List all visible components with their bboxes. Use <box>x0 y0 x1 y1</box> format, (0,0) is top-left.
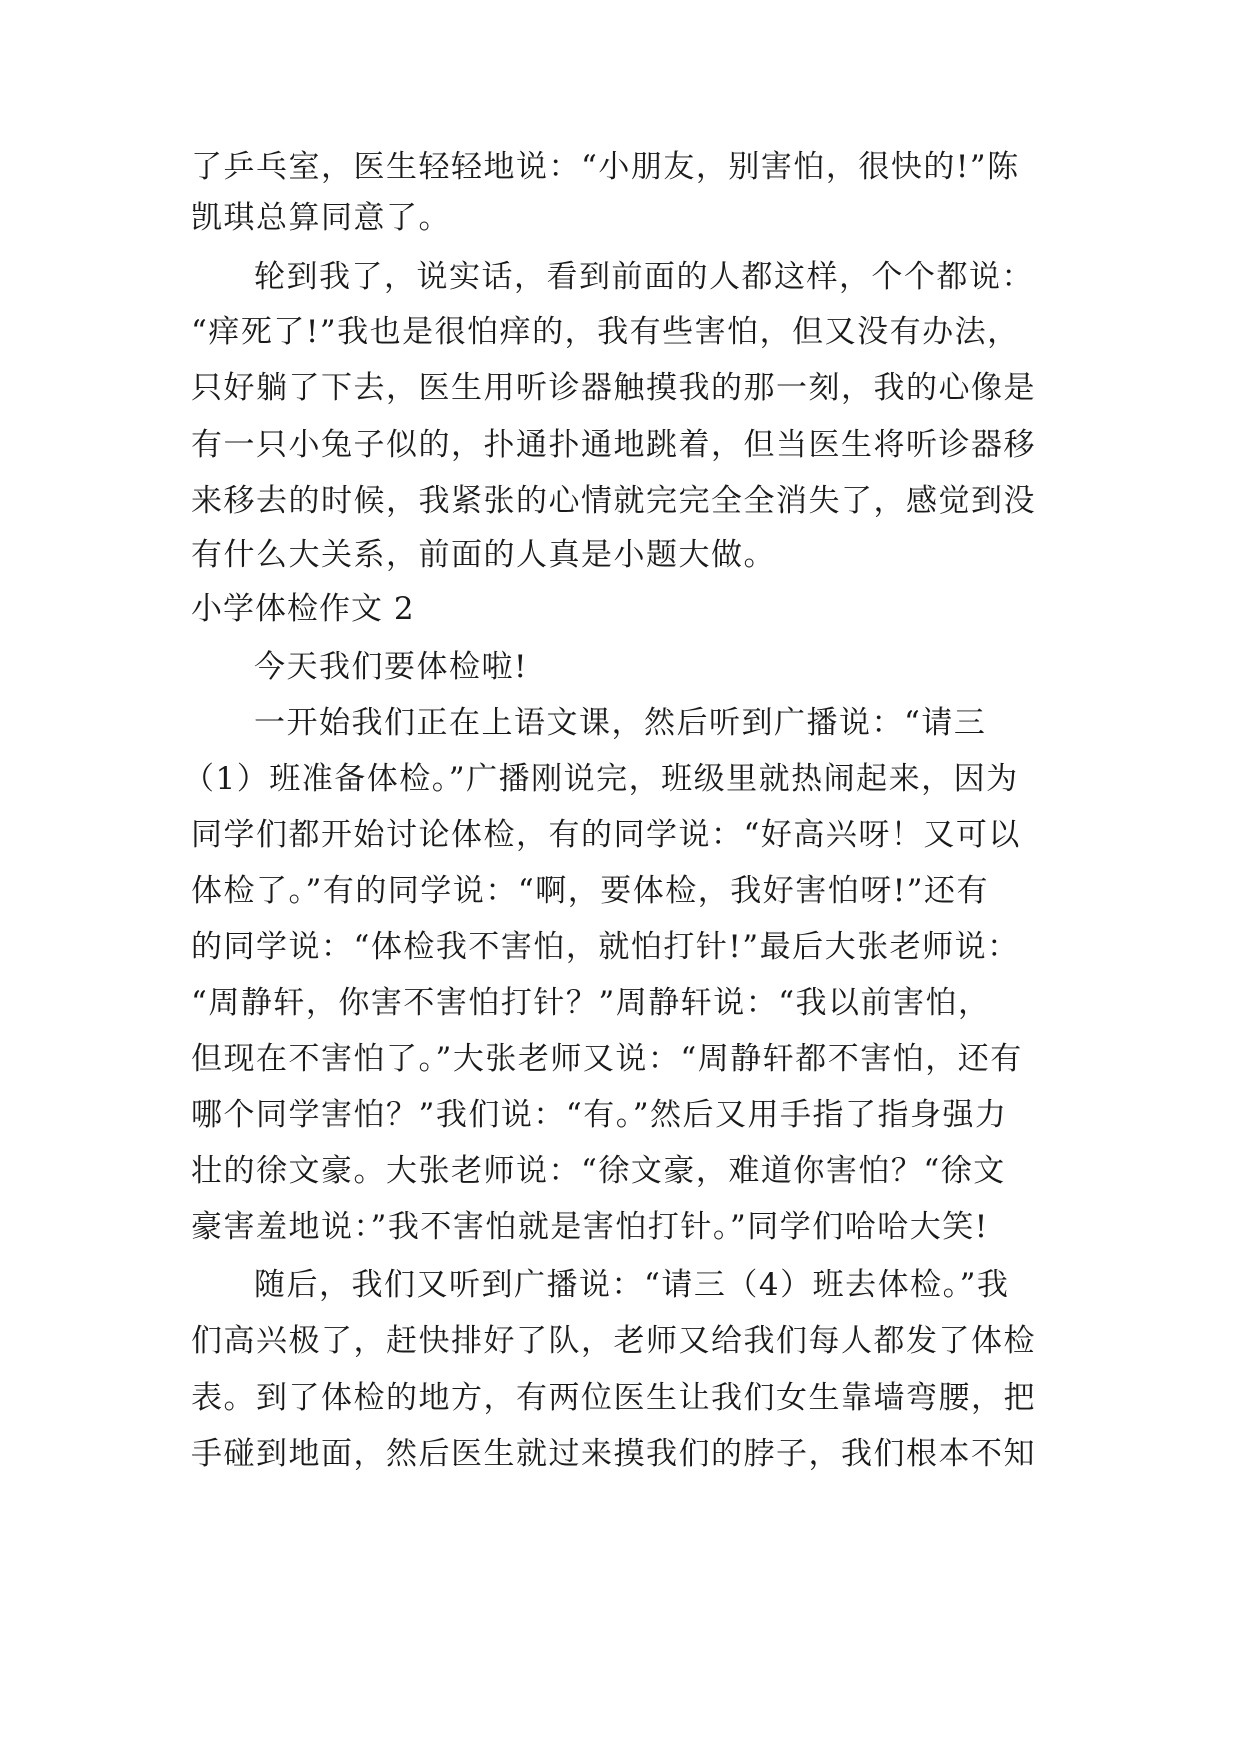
text-line: 今天我们要体检啦! <box>254 649 528 685</box>
text-line: 来移去的时候，我紧张的心情就完完全全消失了，感觉到没 <box>191 483 1036 519</box>
text-line: 轮到我了，说实话，看到前面的人都这样，个个都说： <box>254 259 1034 295</box>
text-line: 但现在不害怕了。”大张老师又说：“周静轩都不害怕，还有 <box>191 1041 1023 1077</box>
text-line: “周静轩，你害不害怕打针？”周静轩说：“我以前害怕， <box>191 985 991 1021</box>
text-line: 体检了。”有的同学说：“啊，要体检，我好害怕呀!”还有 <box>191 873 989 909</box>
text-line: （1）班准备体检。”广播刚说完，班级里就热闹起来，因为 <box>183 761 1019 797</box>
text-line: 有什么大关系，前面的人真是小题大做。 <box>191 537 776 573</box>
text-line: 随后，我们又听到广播说：“请三（4）班去体检。”我 <box>254 1267 1010 1303</box>
text-line: 壮的徐文豪。大张老师说：“徐文豪，难道你害怕？“徐文 <box>191 1153 1006 1189</box>
text-line: 一开始我们正在上语文课，然后听到广播说：“请三 <box>254 705 987 741</box>
text-line: “痒死了!”我也是很怕痒的，我有些害怕，但又没有办法， <box>191 314 1020 350</box>
text-line: 只好躺了下去，医生用听诊器触摸我的那一刻，我的心像是 <box>191 370 1036 406</box>
text-line: 同学们都开始讨论体检，有的同学说：“好高兴呀！又可以 <box>191 817 1021 853</box>
section-heading: 小学体检作文 2 <box>191 591 415 627</box>
text-line: 哪个同学害怕？”我们说：“有。”然后又用手指了指身强力 <box>191 1097 1008 1133</box>
text-line: 凯琪总算同意了。 <box>191 200 451 236</box>
text-line: 们高兴极了，赶快排好了队，老师又给我们每人都发了体检 <box>191 1323 1036 1359</box>
text-line: 有一只小兔子似的，扑通扑通地跳着，但当医生将听诊器移 <box>191 427 1036 463</box>
text-line: 手碰到地面，然后医生就过来摸我们的脖子，我们根本不知 <box>191 1436 1036 1472</box>
text-line: 的同学说：“体检我不害怕，就怕打针!”最后大张老师说： <box>191 929 1020 965</box>
text-line: 了乒乓室，医生轻轻地说：“小朋友，别害怕，很快的!”陈 <box>191 149 1020 185</box>
text-line: 表。到了体检的地方，有两位医生让我们女生靠墙弯腰，把 <box>191 1380 1036 1416</box>
text-line: 豪害羞地说：”我不害怕就是害怕打针。”同学们哈哈大笑! <box>191 1209 989 1245</box>
